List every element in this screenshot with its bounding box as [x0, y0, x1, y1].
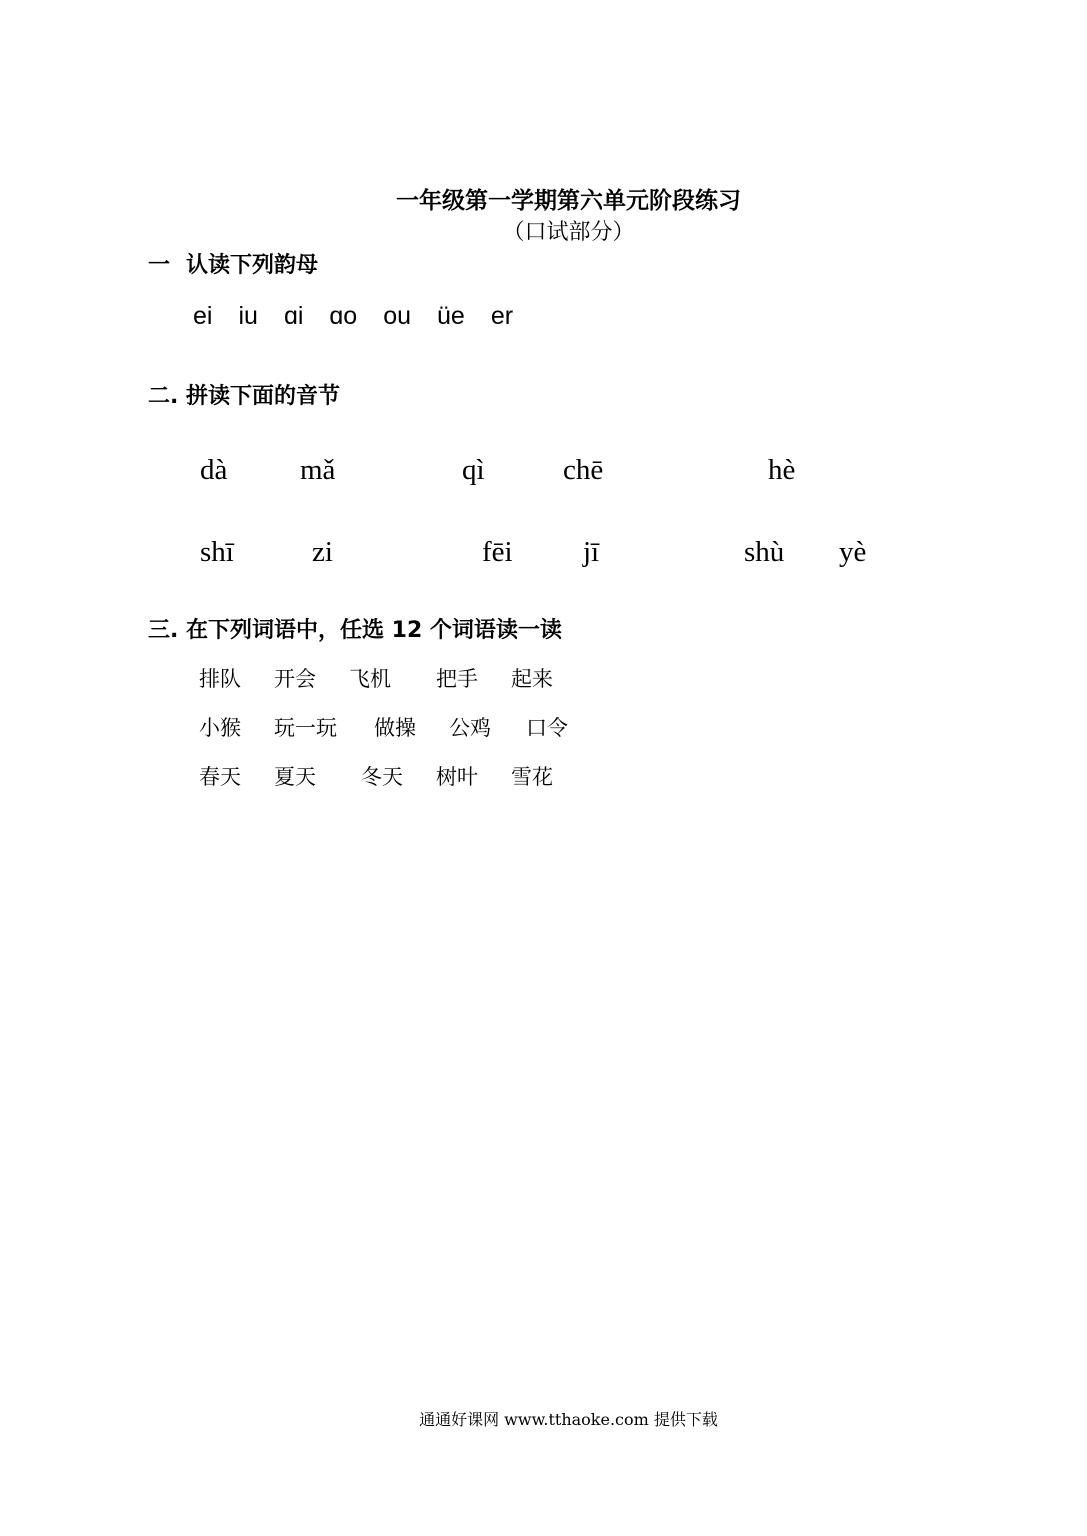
syllable: zi [312, 536, 333, 568]
syllable: mǎ [300, 454, 336, 486]
word: 小猴 [199, 716, 241, 740]
word: 玩一玩 [274, 716, 337, 740]
syllable: dà [200, 454, 228, 486]
section-heading-2 [148, 382, 340, 412]
syllable: shù [744, 536, 785, 568]
syllable: chē [563, 454, 604, 486]
section-number: 一 [148, 253, 171, 278]
word: 飞机 [349, 667, 391, 691]
word: 起来 [511, 667, 553, 691]
word: 开会 [274, 667, 316, 691]
word: 冬天 [361, 765, 403, 789]
section-title: 拼读下面的音节 [186, 384, 341, 409]
syllable: hè [768, 454, 796, 486]
syllable: shī [200, 536, 234, 568]
syllable: qì [462, 454, 485, 486]
final-item: ei [193, 302, 213, 330]
final-item: er [490, 302, 514, 330]
word: 口令 [526, 716, 568, 740]
section-title: 认读下列韵母 [186, 253, 319, 278]
word: 公鸡 [449, 716, 491, 740]
word: 春天 [199, 765, 241, 789]
word: 做操 [374, 716, 416, 740]
word: 把手 [436, 667, 478, 691]
footer-credit: 通通好课网 www.tthaoke.com 提供下载 [419, 1410, 718, 1429]
final-item: ɑo [329, 302, 358, 330]
section-heading-1 [148, 251, 318, 281]
syllable: yè [839, 536, 867, 568]
final-item: üe [437, 302, 465, 330]
section-title: 在下列词语中，任选 12 个词语读一读 [186, 618, 562, 643]
final-item: ou [383, 302, 412, 330]
section-heading-3 [148, 616, 562, 646]
word: 树叶 [436, 765, 478, 789]
page-title: 一年级第一学期第六单元阶段练习 [396, 188, 741, 214]
section-number: 二. [148, 384, 179, 409]
word: 排队 [199, 667, 241, 691]
syllable: jī [583, 536, 600, 568]
final-item: ɑi [283, 302, 304, 330]
word: 雪花 [511, 765, 553, 789]
word: 夏天 [274, 765, 316, 789]
final-item: iu [238, 302, 258, 330]
syllable: fēi [482, 536, 513, 568]
section-number: 三. [148, 618, 179, 643]
page-subtitle: （口试部分） [502, 220, 635, 245]
finals-row [193, 300, 539, 332]
